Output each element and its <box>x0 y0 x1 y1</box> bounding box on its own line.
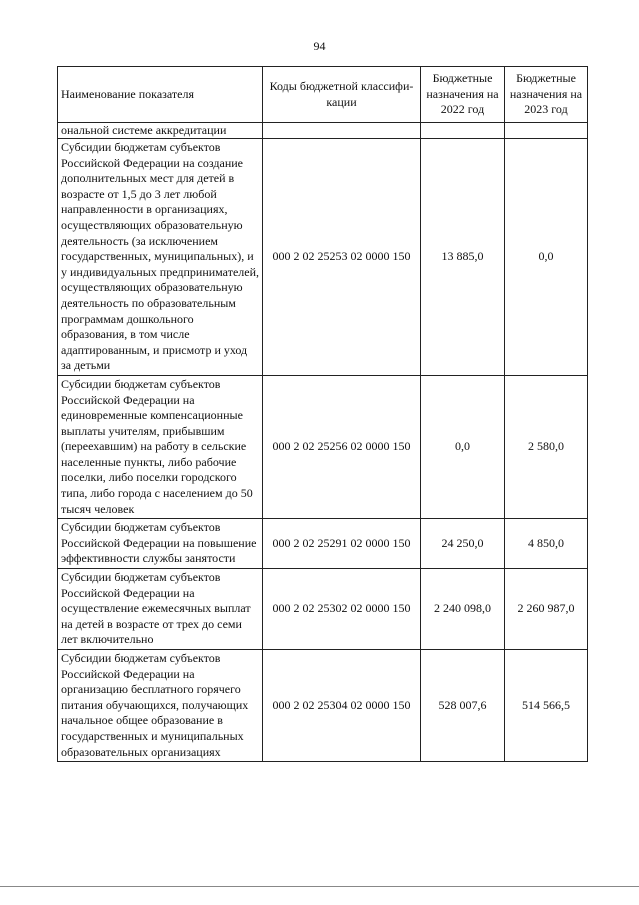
row-code: 000 2 02 25253 02 0000 150 <box>263 139 421 376</box>
table-row <box>58 375 588 518</box>
row-value-2022: 0,0 <box>421 375 505 518</box>
row-name: Субсидии бюджетам субъектов Российской Федерации на организацию бесплатного горячего питания обучающихся, получающих начальное общее образование в государственных и муниципальных образовательных организациях <box>58 650 263 762</box>
budget-table <box>57 66 588 762</box>
continuation-row <box>58 123 588 139</box>
continuation-2023-cell <box>505 123 588 139</box>
row-value-2022: 13 885,0 <box>421 139 505 376</box>
row-name: Субсидии бюджетам субъектов Российской Федерации на осуществление ежемесячных выплат на детей в возрасте от трех до семи лет включительно <box>58 569 263 650</box>
row-code: 000 2 02 25256 02 0000 150 <box>263 375 421 518</box>
row-value-2023: 2 260 987,0 <box>505 569 588 650</box>
row-value-2023: 4 850,0 <box>505 519 588 569</box>
table-header-row <box>58 67 588 123</box>
header-name: Наименование показателя <box>58 67 263 123</box>
table-row <box>58 650 588 762</box>
row-name: Субсидии бюджетам субъектов Российской Федерации на повышение эффективности службы занятости <box>58 519 263 569</box>
footer-divider <box>0 886 639 887</box>
row-value-2023: 2 580,0 <box>505 375 588 518</box>
row-code: 000 2 02 25291 02 0000 150 <box>263 519 421 569</box>
row-code: 000 2 02 25304 02 0000 150 <box>263 650 421 762</box>
row-name: Субсидии бюджетам субъектов Российской Федерации на единовременные компенсационные выплаты учителям, прибывшим (переехавшим) на работу в сельские населенные пункты, либо рабочие поселки, либо поселки городского типа, либо города с населением до 50 тысяч человек <box>58 375 263 518</box>
row-value-2023: 514 566,5 <box>505 650 588 762</box>
page-number: 94 <box>313 39 326 53</box>
header-code: Коды бюджетной классифи-кации <box>263 67 421 123</box>
continuation-text: ональной системе аккредитации <box>58 123 263 139</box>
row-value-2022: 2 240 098,0 <box>421 569 505 650</box>
row-code: 000 2 02 25302 02 0000 150 <box>263 569 421 650</box>
header-2023: Бюджетные назначения на 2023 год <box>505 67 588 123</box>
continuation-code-cell <box>263 123 421 139</box>
row-value-2023: 0,0 <box>505 139 588 376</box>
header-2022: Бюджетные назначения на 2022 год <box>421 67 505 123</box>
table-row <box>58 139 588 376</box>
table-row <box>58 569 588 650</box>
row-value-2022: 24 250,0 <box>421 519 505 569</box>
table-row <box>58 519 588 569</box>
row-name: Субсидии бюджетам субъектов Российской Федерации на создание дополнительных мест для детей в возрасте от 1,5 до 3 лет любой направленности в организациях, осуществляющих образовательную деятельность (за исключением государственных, муниципальных), и у индивидуальных предпринимателей, осуществляющих образовательную деятельность по образовательным программам дошкольного образования, в том числе адаптированным, и присмотр и уход за детьми <box>58 139 263 376</box>
row-value-2022: 528 007,6 <box>421 650 505 762</box>
continuation-2022-cell <box>421 123 505 139</box>
